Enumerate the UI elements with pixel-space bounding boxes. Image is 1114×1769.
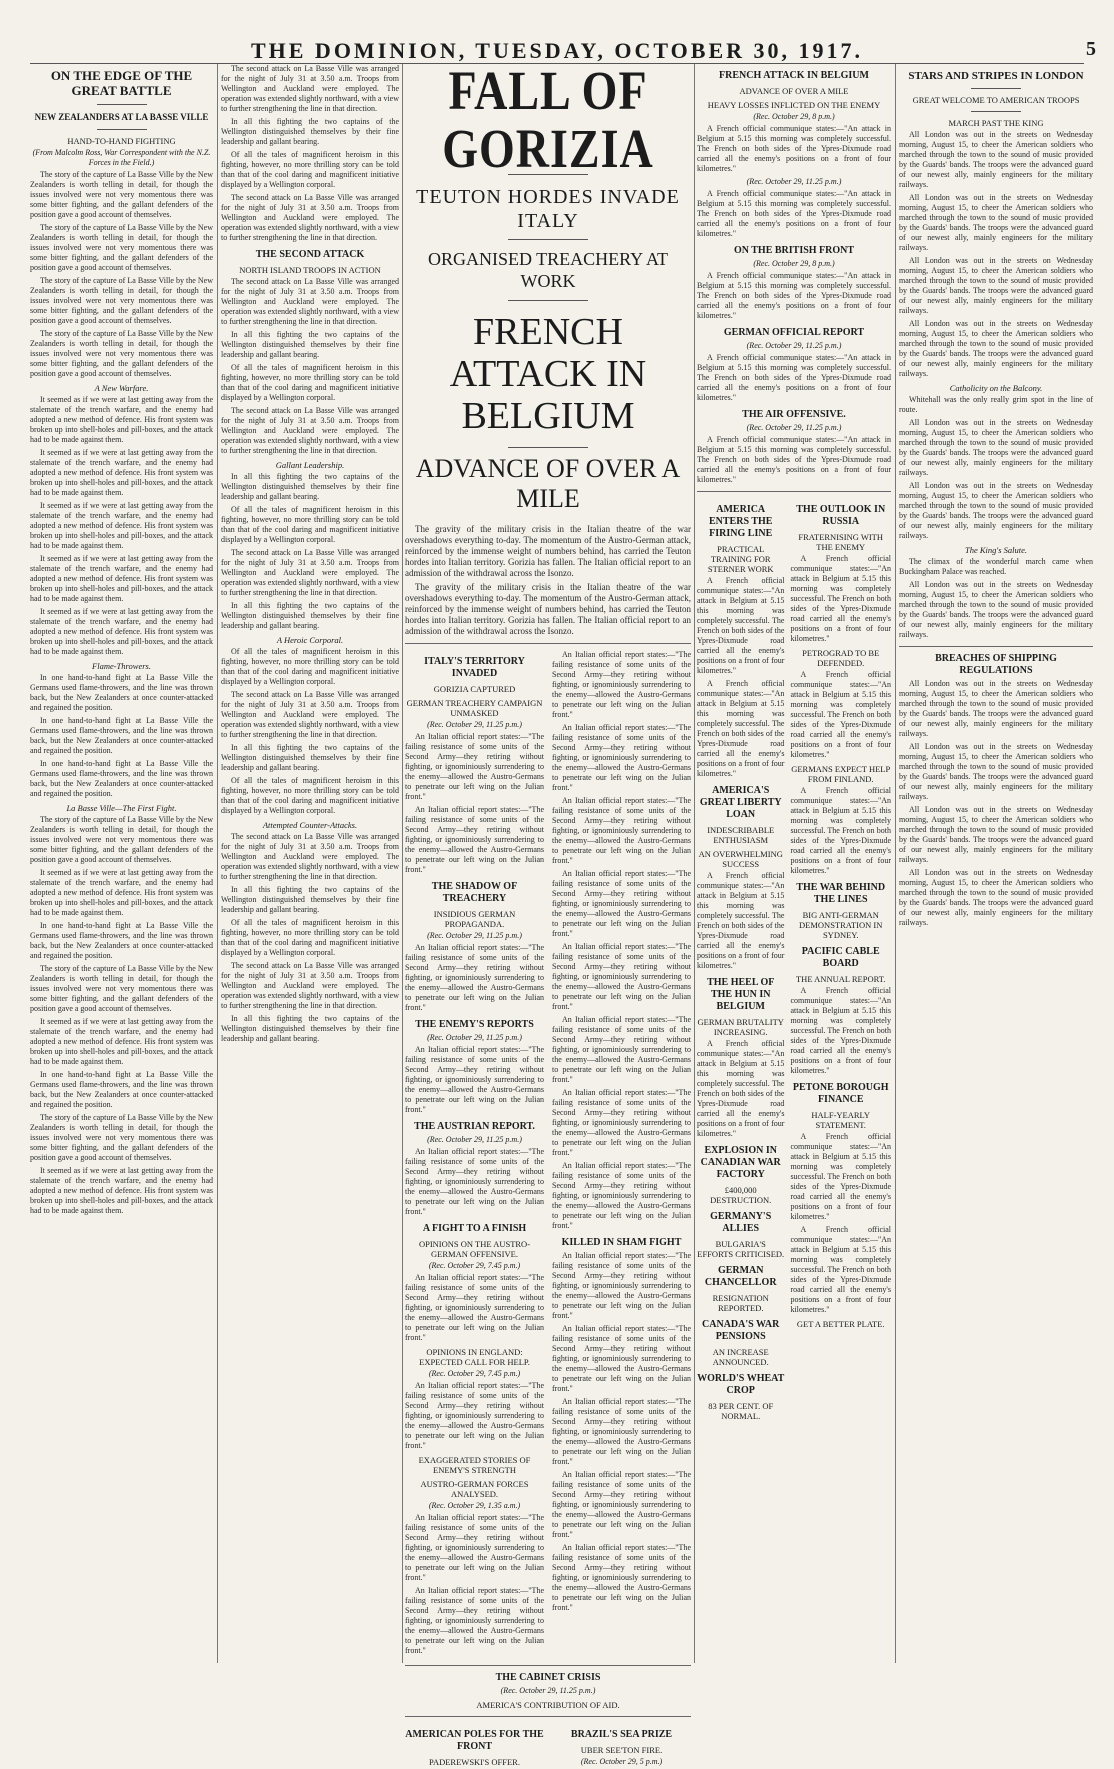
section-subhead: Flame-Throwers.: [92, 661, 151, 671]
paragraph: A French official communique states:—"An attack in Belgium at 5.15 this morning was completely successful. The French on both sides of the Ypres-Dixmude road carried all the enemy's positions on a front of four kilometres.": [697, 871, 785, 970]
article-subhead: PADEREWSKI'S OFFER.: [429, 1757, 520, 1767]
article-headline: THE CABINET CRISIS: [495, 1672, 601, 1683]
paragraph: An Italian official report states:—"The failing resistance of some units of the Second Army—they retiring without fighting, or ignominiously surrendering to the enemy—allowed the Austro-Germans to penetrate our left wing on the Julian front.": [552, 1088, 691, 1157]
article-subhead: EXAGGERATED STORIES OF ENEMY'S STRENGTH: [418, 1455, 531, 1475]
paragraph: An Italian official report states:—"The failing resistance of some units of the Second Army—they retiring without fighting, or ignominiously surrendering to the enemy—allowed the Austro-Germans to penetrate our left wing on the Julian front.": [552, 796, 691, 865]
paragraph: The second attack on La Basse Ville was arranged for the night of July 31 at 3.50 a.m. Troops from Wellington and Auckland were employed. The operation was extended slightly northward, with a view to further strengthening the line in that direction.: [221, 406, 399, 455]
paragraph: All London was out in the streets on Wednesday morning, August 15, to cheer the American soldiers who marched through the town to the sound of music provided by the Guards' bands. The troops were the advanced guard of our newest ally, mainly engineers for the military railways.: [899, 193, 1093, 252]
article-subhead: ADVANCE OF OVER A MILE: [739, 86, 849, 96]
paragraph: An Italian official report states:—"The failing resistance of some units of the Second Army—they retiring without fighting, or ignominiously surrendering to the enemy—allowed the Austro-Germans to penetrate our left wing on the Julian front.": [552, 650, 691, 719]
article-headline: THE ENEMY'S REPORTS: [415, 1019, 534, 1030]
paragraph: It seemed as if we were at last getting away from the stalemate of the trench warfare, and the enemy had adopted a new method of defence. His front system was broken up into shell-holes and pill-boxes, and the attack had to be made against them.: [30, 607, 213, 656]
paragraph: An Italian official report states:—"The failing resistance of some units of the Second Army—they retiring without fighting, or ignominiously surrendering to the enemy—allowed the Austro-Germans to penetrate our left wing on the Julian front.": [405, 943, 544, 1012]
article-subhead: PETROGRAD TO BE DEFENDED.: [802, 648, 880, 668]
article-subhead: AUSTRO-GERMAN FORCES ANALYSED.: [420, 1479, 529, 1499]
paragraph: Of all the tales of magnificent heroism in this fighting, however, no more thrilling story can be told than that of the cool daring and magnificent initiative displayed by a Wellington corporal.: [221, 505, 399, 544]
paragraph: An Italian official report states:—"The failing resistance of some units of the Second Army—they retiring without fighting, or ignominiously surrendering to the enemy—allowed the Austro-Germans to penetrate our left wing on the Julian front.": [405, 1147, 544, 1216]
brazil-article: [552, 1723, 691, 1769]
page-number: 5: [1086, 38, 1096, 60]
paragraph: Whitehall was the only really grim spot in the line of route.: [899, 395, 1093, 414]
article-headline: THE SHADOW OF TREACHERY: [431, 881, 518, 904]
divider: [508, 447, 588, 448]
dateline: (Rec. October 29, 7.45 p.m.): [428, 1261, 521, 1270]
paragraph: An Italian official report states:—"The failing resistance of some units of the Second Army—they retiring without fighting, or ignominiously surrendering to the enemy—allowed the Austro-Germans to penetrate our left wing on the Julian front.": [405, 732, 544, 801]
paragraph: All London was out in the streets on Wednesday morning, August 15, to cheer the American soldiers who marched through the town to the sound of music provided by the Guards' bands. The troops were the advanced guard of our newest ally, mainly engineers for the military railways.: [899, 481, 1093, 540]
divider: [508, 239, 588, 240]
headline-deck: ORGANISED TREACHERY AT WORK: [427, 249, 669, 291]
masthead-title: THE DOMINION, TUESDAY, OCTOBER 30, 1917.: [250, 38, 864, 63]
article-headline: THE WAR BEHIND THE LINES: [796, 882, 886, 905]
divider: [97, 129, 147, 130]
article-subhead: HALF-YEARLY STATEMENT.: [811, 1110, 871, 1130]
paragraph: A French official communique states:—"An attack in Belgium at 5.15 this morning was completely successful. The French on both sides of the Ypres-Dixmude road carried all the enemy's positions on a front of four kilometres.": [697, 1039, 785, 1138]
paragraph: An Italian official report states:—"The failing resistance of some units of the Second Army—they retiring without fighting, or ignominiously surrendering to the enemy—allowed the Austro-Germans to penetrate our left wing on the Julian front.": [405, 1273, 544, 1342]
column-divider: [895, 64, 896, 1663]
paragraph: A French official communique states:—"An attack in Belgium at 5.15 this morning was completely successful. The French on both sides of the Ypres-Dixmude road carried all the enemy's positions on a front of four kilometres.": [790, 670, 891, 759]
dateline: (Rec. October 29, 11.25 p.m.): [427, 1033, 522, 1042]
headline-deck: FRENCH ATTACK IN BELGIUM: [449, 311, 647, 437]
divider: [405, 643, 691, 644]
paragraph: It seemed as if we were at last getting away from the stalemate of the trench warfare, and the enemy had adopted a new method of defence. His front system was broken up into shell-holes and pill-boxes, and the attack had to be made against them.: [30, 501, 213, 550]
article-headline: GERMAN OFFICIAL REPORT: [723, 327, 865, 338]
paragraph: An Italian official report states:—"The failing resistance of some units of the Second Army—they retiring without fighting, or ignominiously surrendering to the enemy—allowed the Austro-Germans to penetrate our left wing on the Julian front.": [552, 1324, 691, 1393]
dateline: (Rec. October 29, 11.25 p.m.): [427, 931, 522, 940]
paragraph: A French official communique states:—"An attack in Belgium at 5.15 this morning was completely successful. The French on both sides of the Ypres-Dixmude road carried all the enemy's positions on a front of four kilometres.": [697, 435, 891, 484]
divider: [899, 646, 1093, 647]
article-headline: THE AUSTRIAN REPORT.: [414, 1121, 535, 1132]
column-divider: [694, 64, 695, 1663]
article-headline: EXPLOSION IN CANADIAN WAR FACTORY: [700, 1145, 781, 1180]
article-subhead: GORIZIA CAPTURED: [433, 684, 516, 694]
article-subhead: BIG ANTI-GERMAN DEMONSTRATION IN SYDNEY.: [799, 910, 883, 940]
paragraph: All London was out in the streets on Wednesday morning, August 15, to cheer the American soldiers who marched through the town to the sound of music provided by the Guards' bands. The troops were the advanced guard of our newest ally, mainly engineers for the military railways.: [899, 418, 1093, 477]
divider: [508, 300, 588, 301]
paragraph: Of all the tales of magnificent heroism in this fighting, however, no more thrilling story can be told than that of the cool daring and magnificent initiative displayed by a Wellington corporal.: [221, 363, 399, 402]
dateline: (Rec. October 29, 8 p.m.): [753, 112, 835, 121]
paragraph: It seemed as if we were at last getting away from the stalemate of the trench warfare, and the enemy had adopted a new method of defence. His front system was broken up into shell-holes and pill-boxes, and the attack had to be made against them.: [30, 395, 213, 444]
paragraph: The story of the capture of La Basse Ville by the New Zealanders is worth telling in detail, for though the issues involved were not very momentous there was some bitter fighting, and the gallant defenders of the position gave a good account of themselves.: [30, 329, 213, 378]
article-subhead: HAND-TO-HAND FIGHTING: [67, 136, 176, 146]
poles-article: [405, 1723, 544, 1769]
article-subhead: AN OVERWHELMING SUCCESS: [698, 849, 783, 869]
article-headline: AMERICA ENTERS THE FIRING LINE: [708, 504, 773, 539]
paragraph: A French official communique states:—"An attack in Belgium at 5.15 this morning was completely successful. The French on both sides of the Ypres-Dixmude road carried all the enemy's positions on a front of four kilometres.": [790, 554, 891, 643]
article-subhead: GERMAN TREACHERY CAMPAIGN UNMASKED: [406, 698, 543, 718]
paragraph: An Italian official report states:—"The failing resistance of some units of the Second Army—they retiring without fighting, or ignominiously surrendering to the enemy—allowed the Austro-Germans to penetrate our left wing on the Julian front.": [552, 723, 691, 792]
article-headline: KILLED IN SHAM FIGHT: [561, 1237, 682, 1248]
divider: [405, 1665, 691, 1666]
article-subhead: NEW ZEALANDERS AT LA BASSE VILLE: [34, 112, 209, 122]
divider: [405, 1716, 691, 1717]
center-column: [405, 59, 691, 1767]
column-1: [30, 64, 213, 1663]
paragraph: The story of the capture of La Basse Ville by the New Zealanders is worth telling in detail, for though the issues involved were not very momentous there was some bitter fighting, and the gallant defenders of the position gave a good account of themselves.: [30, 170, 213, 219]
paragraph: Of all the tales of magnificent heroism in this fighting, however, no more thrilling story can be told than that of the cool daring and magnificent initiative displayed by a Wellington corporal.: [221, 150, 399, 189]
paragraph: The second attack on La Basse Ville was arranged for the night of July 31 at 3.50 a.m. Troops from Wellington and Auckland were employed. The operation was extended slightly northward, with a view to further strengthening the line in that direction.: [221, 961, 399, 1010]
paragraph: An Italian official report states:—"The failing resistance of some units of the Second Army—they retiring without fighting, or ignominiously surrendering to the enemy—allowed the Austro-Germans to penetrate our left wing on the Julian front.": [405, 1586, 544, 1655]
center-right-subcolumn: [552, 650, 691, 1659]
paragraph: An Italian official report states:—"The failing resistance of some units of the Second Army—they retiring without fighting, or ignominiously surrendering to the enemy—allowed the Austro-Germans to penetrate our left wing on the Julian front.": [552, 869, 691, 938]
article-subhead: UBER SEE'TON FIRE.: [580, 1745, 663, 1755]
article-headline: THE OUTLOOK IN RUSSIA: [796, 504, 886, 527]
paragraph: In all this fighting the two captains of the Wellington distinguished themselves by their fine leadership and gallant bearing.: [221, 743, 399, 772]
paragraph: The second attack on La Basse Ville was arranged for the night of July 31 at 3.50 a.m. Troops from Wellington and Auckland were employed. The operation was extended slightly northward, with a view to further strengthening the line in that direction.: [221, 64, 399, 113]
article-headline: ITALY'S TERRITORY INVADED: [424, 656, 525, 679]
paragraph: All London was out in the streets on Wednesday morning, August 15, to cheer the American soldiers who marched through the town to the sound of music provided by the Guards' bands. The troops were the advanced guard of our newest ally, mainly engineers for the military railways.: [899, 256, 1093, 315]
dateline: (Rec. October 29, 11.25 p.m.): [427, 1135, 522, 1144]
paragraph: A French official communique states:—"An attack in Belgium at 5.15 this morning was completely successful. The French on both sides of the Ypres-Dixmude road carried all the enemy's positions on a front of four kilometres.": [790, 1225, 891, 1314]
paragraph: All London was out in the streets on Wednesday morning, August 15, to cheer the American soldiers who marched through the town to the sound of music provided by the Guards' bands. The troops were the advanced guard of our newest ally, mainly engineers for the military railways.: [899, 805, 1093, 864]
article-subhead: OPINIONS IN ENGLAND: EXPECTED CALL FOR HELP.: [419, 1347, 530, 1367]
dateline: (Rec. October 29, 11.25 p.m.): [746, 177, 842, 186]
article-subhead: HEAVY LOSSES INFLICTED ON THE ENEMY: [707, 100, 881, 110]
paragraph: It seemed as if we were at last getting away from the stalemate of the trench warfare, and the enemy had adopted a new method of defence. His front system was broken up into shell-holes and pill-boxes, and the attack had to be made against them.: [30, 1017, 213, 1066]
article-subhead: MARCH PAST THE KING: [948, 118, 1044, 128]
paragraph: Of all the tales of magnificent heroism in this fighting, however, no more thrilling story can be told than that of the cool daring and magnificent initiative displayed by a Wellington corporal.: [221, 647, 399, 686]
paragraph: It seemed as if we were at last getting away from the stalemate of the trench warfare, and the enemy had adopted a new method of defence. His front system was broken up into shell-holes and pill-boxes, and the attack had to be made against them.: [30, 1166, 213, 1215]
main-headline: FALL OF GORIZIA: [442, 59, 654, 179]
paragraph: An Italian official report states:—"The failing resistance of some units of the Second Army—they retiring without fighting, or ignominiously surrendering to the enemy—allowed the Austro-Germans to penetrate our left wing on the Julian front.": [552, 1470, 691, 1539]
dateline: (Rec. October 29, 1.35 a.m.): [428, 1501, 521, 1510]
divider: [697, 491, 891, 492]
article-subhead: AN INCREASE ANNOUNCED.: [712, 1347, 769, 1367]
article-headline: AMERICAN POLES FOR THE FRONT: [405, 1729, 544, 1752]
paragraph: In one hand-to-hand fight at La Basse Ville the Germans used flame-throwers, and the line was thrown back, but the New Zealanders at once counter-attacked and regained the position.: [30, 716, 213, 755]
article-subhead: BULGARIA'S EFFORTS CRITICISED.: [697, 1239, 785, 1259]
column-2: [221, 64, 399, 1663]
article-headline: THE SECOND ATTACK: [255, 249, 365, 260]
article-headline: A FIGHT TO A FINISH: [422, 1223, 527, 1234]
column-4-right: [790, 498, 891, 1423]
paragraph: It seemed as if we were at last getting away from the stalemate of the trench warfare, and the enemy had adopted a new method of defence. His front system was broken up into shell-holes and pill-boxes, and the attack had to be made against them.: [30, 868, 213, 917]
column-divider: [217, 64, 218, 1663]
article-headline: GERMANY'S ALLIES: [710, 1211, 772, 1234]
section-subhead: The King's Salute.: [964, 545, 1028, 555]
column-divider: [402, 64, 403, 1663]
article-subhead: £400,000 DESTRUCTION.: [710, 1185, 772, 1205]
paragraph: In all this fighting the two captains of the Wellington distinguished themselves by their fine leadership and gallant bearing.: [221, 885, 399, 914]
article-subhead: AMERICA'S CONTRIBUTION OF AID.: [476, 1700, 620, 1710]
article-subhead: RESIGNATION REPORTED.: [712, 1293, 769, 1313]
dateline: (Rec. October 29, 5 p.m.): [580, 1757, 663, 1766]
section-subhead: Attempted Counter-Attacks.: [262, 820, 358, 830]
column-4-left: [697, 498, 784, 1423]
paragraph: In all this fighting the two captains of the Wellington distinguished themselves by their fine leadership and gallant bearing.: [221, 1014, 399, 1043]
divider: [97, 104, 147, 105]
paragraph: The second attack on La Basse Ville was arranged for the night of July 31 at 3.50 a.m. Troops from Wellington and Auckland were employed. The operation was extended slightly northward, with a view to further strengthening the line in that direction.: [221, 277, 399, 326]
paragraph: A French official communique states:—"An attack in Belgium at 5.15 this morning was completely successful. The French on both sides of the Ypres-Dixmude road carried all the enemy's positions on a front of four kilometres.": [697, 679, 785, 778]
paragraph: A French official communique states:—"An attack in Belgium at 5.15 this morning was completely successful. The French on both sides of the Ypres-Dixmude road carried all the enemy's positions on a front of four kilometres.": [697, 189, 891, 238]
paragraph: The second attack on La Basse Ville was arranged for the night of July 31 at 3.50 a.m. Troops from Wellington and Auckland were employed. The operation was extended slightly northward, with a view to further strengthening the line in that direction.: [221, 690, 399, 739]
article-headline: FRENCH ATTACK IN BELGIUM: [719, 70, 869, 81]
paragraph: All London was out in the streets on Wednesday morning, August 15, to cheer the American soldiers who marched through the town to the sound of music provided by the Guards' bands. The troops were the advanced guard of our newest ally, mainly engineers for the military railways.: [899, 319, 1093, 378]
paragraph: A French official communique states:—"An attack in Belgium at 5.15 this morning was completely successful. The French on both sides of the Ypres-Dixmude road carried all the enemy's positions on a front of four kilometres.": [697, 271, 891, 320]
article-subhead: GET A BETTER PLATE.: [796, 1319, 885, 1329]
section-subhead: A New Warfare.: [94, 383, 149, 393]
paragraph: An Italian official report states:—"The failing resistance of some units of the Second Army—they retiring without fighting, or ignominiously surrendering to the enemy—allowed the Austro-Germans to penetrate our left wing on the Julian front.": [552, 942, 691, 1011]
article-headline: BRAZIL'S SEA PRIZE: [570, 1729, 673, 1740]
paragraph: Of all the tales of magnificent heroism in this fighting, however, no more thrilling story can be told than that of the cool daring and magnificent initiative displayed by a Wellington corporal.: [221, 918, 399, 957]
article-headline: ON THE BRITISH FRONT: [733, 245, 855, 256]
paragraph: The second attack on La Basse Ville was arranged for the night of July 31 at 3.50 a.m. Troops from Wellington and Auckland were employed. The operation was extended slightly northward, with a view to further strengthening the line in that direction.: [221, 832, 399, 881]
paragraph: In one hand-to-hand fight at La Basse Ville the Germans used flame-throwers, and the line was thrown back, but the New Zealanders at once counter-attacked and regained the position.: [30, 1070, 213, 1109]
article-headline: CANADA'S WAR PENSIONS: [702, 1319, 780, 1342]
paragraph: In all this fighting the two captains of the Wellington distinguished themselves by their fine leadership and gallant bearing.: [221, 330, 399, 359]
section-subhead: Catholicity on the Balcony.: [949, 383, 1043, 393]
paragraph: An Italian official report states:—"The failing resistance of some units of the Second Army—they retiring without fighting, or ignominiously surrendering to the enemy—allowed the Austro-Germans to penetrate our left wing on the Julian front.": [552, 1161, 691, 1230]
article-headline: BREACHES OF SHIPPING REGULATIONS: [935, 653, 1057, 676]
article-headline: THE AIR OFFENSIVE.: [742, 409, 846, 420]
headline-deck: ADVANCE OF OVER A MILE: [415, 454, 681, 513]
article-subhead: PRACTICAL TRAINING FOR STERNER WORK: [707, 544, 774, 574]
article-headline: THE HEEL OF THE HUN IN BELGIUM: [707, 977, 775, 1012]
byline: (From Malcolm Ross, War Correspondent with the N.Z. Forces in the Field.): [32, 148, 211, 167]
paragraph: All London was out in the streets on Wednesday morning, August 15, to cheer the American soldiers who marched through the town to the sound of music provided by the Guards' bands. The troops were the advanced guard of our newest ally, mainly engineers for the military railways.: [899, 130, 1093, 189]
article-subhead: NORTH ISLAND TROOPS IN ACTION: [239, 265, 381, 275]
paragraph: A French official communique states:—"An attack in Belgium at 5.15 this morning was completely successful. The French on both sides of the Ypres-Dixmude road carried all the enemy's positions on a front of four kilometres.": [697, 353, 891, 402]
article-subhead: GERMANS EXPECT HELP FROM FINLAND.: [791, 764, 891, 784]
paragraph: In all this fighting the two captains of the Wellington distinguished themselves by their fine leadership and gallant bearing.: [221, 601, 399, 630]
lead-paragraph: The gravity of the military crisis in the Italian theatre of the war overshadows everything to-day. The momentum of the Austro-German attack, reinforced by the immense weight of numbers behind, has carried the Teuton hordes into Italian territory. Gorizia has fallen. The Italian official report to an admission of the withdrawal across the Isonzo.: [405, 524, 691, 578]
article-subhead: THE ANNUAL REPORT.: [795, 974, 886, 984]
dateline: (Rec. October 29, 11.25 p.m.): [746, 423, 842, 432]
dateline: (Rec. October 29, 8 p.m.): [753, 259, 835, 268]
dateline: (Rec. October 29, 11.25 p.m.): [427, 720, 522, 729]
paragraph: In all this fighting the two captains of the Wellington distinguished themselves by their fine leadership and gallant bearing.: [221, 472, 399, 501]
article-headline: WORLD'S WHEAT CROP: [697, 1373, 785, 1396]
article-headline: STARS AND STRIPES IN LONDON: [908, 70, 1084, 82]
paragraph: A French official communique states:—"An attack in Belgium at 5.15 this morning was completely successful. The French on both sides of the Ypres-Dixmude road carried all the enemy's positions on a front of four kilometres.": [697, 576, 785, 675]
paragraph: All London was out in the streets on Wednesday morning, August 15, to cheer the American soldiers who marched through the town to the sound of music provided by the Guards' bands. The troops were the advanced guard of our newest ally, mainly engineers for the military railways.: [899, 742, 1093, 801]
paragraph: In all this fighting the two captains of the Wellington distinguished themselves by their fine leadership and gallant bearing.: [221, 117, 399, 146]
column-5: [899, 64, 1093, 1663]
paragraph: An Italian official report states:—"The failing resistance of some units of the Second Army—they retiring without fighting, or ignominiously surrendering to the enemy—allowed the Austro-Germans to penetrate our left wing on the Julian front.": [405, 805, 544, 874]
paragraph: The story of the capture of La Basse Ville by the New Zealanders is worth telling in detail, for though the issues involved were not very momentous there was some bitter fighting, and the gallant defenders of the position gave a good account of themselves.: [30, 276, 213, 325]
article-subhead: INSIDIOUS GERMAN PROPAGANDA.: [433, 909, 516, 929]
paragraph: The second attack on La Basse Ville was arranged for the night of July 31 at 3.50 a.m. Troops from Wellington and Auckland were employed. The operation was extended slightly northward, with a view to further strengthening the line in that direction.: [221, 193, 399, 242]
section-subhead: La Basse Ville—The First Fight.: [66, 803, 177, 813]
paragraph: Of all the tales of magnificent heroism in this fighting, however, no more thrilling story can be told than that of the cool daring and magnificent initiative displayed by a Wellington corporal.: [221, 776, 399, 815]
paragraph: An Italian official report states:—"The failing resistance of some units of the Second Army—they retiring without fighting, or ignominiously surrendering to the enemy—allowed the Austro-Germans to penetrate our left wing on the Julian front.": [552, 1251, 691, 1320]
article-subhead: GERMAN BRUTALITY INCREASING.: [697, 1017, 784, 1037]
article-subhead: 83 PER CENT. OF NORMAL.: [708, 1401, 774, 1421]
divider: [971, 88, 1021, 89]
lead-paragraph: The gravity of the military crisis in the Italian theatre of the war overshadows everything to-day. The momentum of the Austro-German attack, reinforced by the immense weight of numbers behind, has carried the Teuton hordes into Italian territory. Gorizia has fallen. The Italian official report to an admission of the withdrawal across the Isonzo.: [405, 582, 691, 636]
paragraph: All London was out in the streets on Wednesday morning, August 15, to cheer the American soldiers who marched through the town to the sound of music provided by the Guards' bands. The troops were the advanced guard of our newest ally, mainly engineers for the military railways.: [899, 868, 1093, 927]
article-subhead: GREAT WELCOME TO AMERICAN TROOPS: [912, 95, 1080, 105]
article-subhead: FRATERNISING WITH THE ENEMY: [798, 532, 884, 552]
article-headline: ON THE EDGE OF THE GREAT BATTLE: [50, 68, 193, 98]
paragraph: All London was out in the streets on Wednesday morning, August 15, to cheer the American soldiers who marched through the town to the sound of music provided by the Guards' bands. The troops were the advanced guard of our newest ally, mainly engineers for the military railways.: [899, 679, 1093, 738]
paragraph: An Italian official report states:—"The failing resistance of some units of the Second Army—they retiring without fighting, or ignominiously surrendering to the enemy—allowed the Austro-Germans to penetrate our left wing on the Julian front.": [552, 1015, 691, 1084]
paragraph: The second attack on La Basse Ville was arranged for the night of July 31 at 3.50 a.m. Troops from Wellington and Auckland were employed. The operation was extended slightly northward, with a view to further strengthening the line in that direction.: [221, 548, 399, 597]
dateline: (Rec. October 29, 11.25 p.m.): [500, 1686, 596, 1695]
paragraph: In one hand-to-hand fight at La Basse Ville the Germans used flame-throwers, and the line was thrown back, but the New Zealanders at once counter-attacked and regained the position.: [30, 673, 213, 712]
masthead: [0, 0, 1114, 62]
paragraph: A French official communique states:—"An attack in Belgium at 5.15 this morning was completely successful. The French on both sides of the Ypres-Dixmude road carried all the enemy's positions on a front of four kilometres.": [790, 786, 891, 875]
headline-deck: TEUTON HORDES INVADE ITALY: [416, 186, 680, 232]
paragraph: It seemed as if we were at last getting away from the stalemate of the trench warfare, and the enemy had adopted a new method of defence. His front system was broken up into shell-holes and pill-boxes, and the attack had to be made against them.: [30, 554, 213, 603]
paragraph: In one hand-to-hand fight at La Basse Ville the Germans used flame-throwers, and the line was thrown back, but the New Zealanders at once counter-attacked and regained the position.: [30, 759, 213, 798]
article-headline: PACIFIC CABLE BOARD: [801, 946, 880, 969]
paragraph: It seemed as if we were at last getting away from the stalemate of the trench warfare, and the enemy had adopted a new method of defence. His front system was broken up into shell-holes and pill-boxes, and the attack had to be made against them.: [30, 448, 213, 497]
paragraph: The story of the capture of La Basse Ville by the New Zealanders is worth telling in detail, for though the issues involved were not very momentous there was some bitter fighting, and the gallant defenders of the position gave a good account of themselves.: [30, 815, 213, 864]
center-left-subcolumn: [405, 650, 544, 1659]
paragraph: An Italian official report states:—"The failing resistance of some units of the Second Army—they retiring without fighting, or ignominiously surrendering to the enemy—allowed the Austro-Germans to penetrate our left wing on the Julian front.": [405, 1045, 544, 1114]
dateline: (Rec. October 29, 7.45 p.m.): [428, 1369, 521, 1378]
article-subhead: INDESCRIBABLE ENTHUSIASM: [707, 825, 775, 845]
paragraph: An Italian official report states:—"The failing resistance of some units of the Second Army—they retiring without fighting, or ignominiously surrendering to the enemy—allowed the Austro-Germans to penetrate our left wing on the Julian front.": [405, 1381, 544, 1450]
article-headline: AMERICA'S GREAT LIBERTY LOAN: [699, 785, 782, 820]
dateline: (Rec. October 29, 11.25 p.m.): [746, 341, 842, 350]
paragraph: In one hand-to-hand fight at La Basse Ville the Germans used flame-throwers, and the line was thrown back, but the New Zealanders at once counter-attacked and regained the position.: [30, 921, 213, 960]
paragraph: A French official communique states:—"An attack in Belgium at 5.15 this morning was completely successful. The French on both sides of the Ypres-Dixmude road carried all the enemy's positions on a front of four kilometres.": [790, 1132, 891, 1221]
paragraph: The story of the capture of La Basse Ville by the New Zealanders is worth telling in detail, for though the issues involved were not very momentous there was some bitter fighting, and the gallant defenders of the position gave a good account of themselves.: [30, 223, 213, 272]
column-4: [697, 64, 891, 1663]
paragraph: A French official communique states:—"An attack in Belgium at 5.15 this morning was completely successful. The French on both sides of the Ypres-Dixmude road carried all the enemy's positions on a front of four kilometres.": [790, 986, 891, 1075]
section-subhead: Gallant Leadership.: [275, 460, 345, 470]
paragraph: The story of the capture of La Basse Ville by the New Zealanders is worth telling in detail, for though the issues involved were not very momentous there was some bitter fighting, and the gallant defenders of the position gave a good account of themselves.: [30, 964, 213, 1013]
article-headline: GERMAN CHANCELLOR: [704, 1265, 777, 1288]
paragraph: An Italian official report states:—"The failing resistance of some units of the Second Army—they retiring without fighting, or ignominiously surrendering to the enemy—allowed the Austro-Germans to penetrate our left wing on the Julian front.": [552, 1397, 691, 1466]
paragraph: An Italian official report states:—"The failing resistance of some units of the Second Army—they retiring without fighting, or ignominiously surrendering to the enemy—allowed the Austro-Germans to penetrate our left wing on the Julian front.": [405, 1513, 544, 1582]
article-headline: PETONE BOROUGH FINANCE: [792, 1082, 889, 1105]
paragraph: A French official communique states:—"An attack in Belgium at 5.15 this morning was completely successful. The French on both sides of the Ypres-Dixmude road carried all the enemy's positions on a front of four kilometres.": [697, 124, 891, 173]
paragraph: All London was out in the streets on Wednesday morning, August 15, to cheer the American soldiers who marched through the town to the sound of music provided by the Guards' bands. The troops were the advanced guard of our newest ally, mainly engineers for the military railways.: [899, 580, 1093, 639]
paragraph: An Italian official report states:—"The failing resistance of some units of the Second Army—they retiring without fighting, or ignominiously surrendering to the enemy—allowed the Austro-Germans to penetrate our left wing on the Julian front.": [552, 1543, 691, 1612]
paragraph: The story of the capture of La Basse Ville by the New Zealanders is worth telling in detail, for though the issues involved were not very momentous there was some bitter fighting, and the gallant defenders of the position gave a good account of themselves.: [30, 1113, 213, 1162]
divider: [971, 111, 1021, 112]
article-subhead: OPINIONS ON THE AUSTRO-GERMAN OFFENSIVE.: [418, 1239, 531, 1259]
paragraph: The climax of the wonderful march came when Buckingham Palace was reached.: [899, 557, 1093, 576]
section-subhead: A Heroic Corporal.: [276, 635, 344, 645]
